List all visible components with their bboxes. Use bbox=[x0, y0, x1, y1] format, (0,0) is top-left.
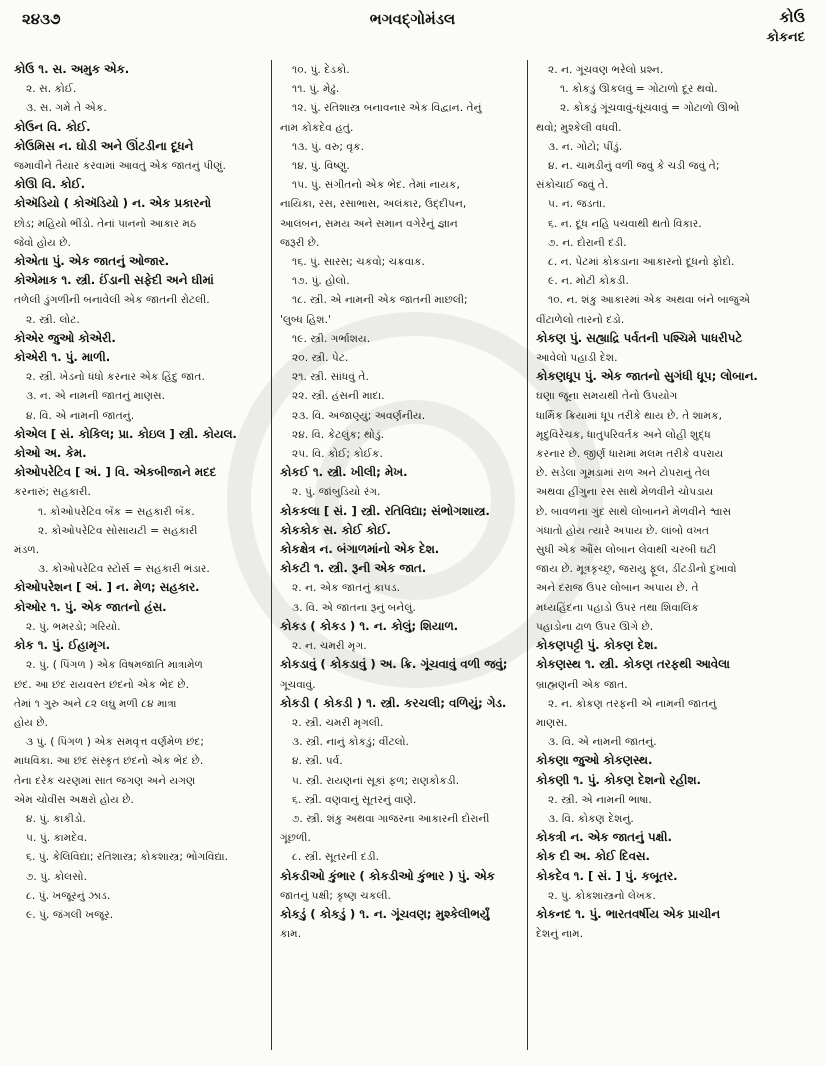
entry-line: ૨. કોઓપરેટિવ સોસાયટી = સહકારી bbox=[38, 523, 198, 537]
entry-line: જરૂરી છે. bbox=[280, 235, 320, 249]
entry-headword-line: કોકકોક સ. કોઈ કોઈ. bbox=[280, 522, 391, 537]
entry-headword-line: કોકત્રી ન. એક જાતનું પક્ષી. bbox=[536, 830, 672, 845]
entry-line: ૩. વિ. કોકણ દેશનું. bbox=[548, 811, 634, 825]
entry-line: સંકોચાઈ જવું તે. bbox=[536, 178, 609, 192]
entry-line: કરનારું; સહકારી. bbox=[14, 485, 91, 499]
guide-word-first: કોઉ bbox=[779, 8, 805, 26]
entry-line: ૧. કોકડું ઊકલવું = ગોટાળો દૂર થવો. bbox=[560, 82, 718, 96]
entry-line: ૫. પું. કામદેવ. bbox=[26, 831, 88, 845]
entry-line: ૨. સ્ત્રી. ખેડનો ધંધો કરનાર એક હિંદુ જાત. bbox=[26, 370, 205, 384]
entry-line: છોડ; મહિયો ભીંડો. તેનાં પાનનો આકાર મઠ bbox=[14, 216, 197, 230]
entry-line: ૨. કોકડું ગૂંચવાવું-ઘૂંચવાવું = ગોટાળો ઊભો bbox=[560, 101, 740, 115]
entry-line: ૨. ન. કોકણ તરફની એ નામની જાતનું bbox=[548, 696, 717, 710]
entry-line: ૧૪. પું. વિષ્ણુ. bbox=[292, 159, 350, 173]
entry-line: ૧૧. પું. મેઢું. bbox=[292, 82, 340, 96]
entry-line: પહાડોના ઢાળ ઉપર ઊગે છે. bbox=[536, 619, 654, 633]
entry-line: ૫. ન. જડતા. bbox=[548, 197, 606, 211]
entry-line: ૩ પું. ( પિંગળ ) એક સમવૃત્ત વર્ણમેળ છંદ; bbox=[26, 735, 205, 749]
entry-headword-line: કોકનદ ૧. પું. ભારતવર્ષીય એક પ્રાચીન bbox=[536, 906, 721, 921]
entry-headword-line: કોઓર ૧. પું. એક જાતનો હંસ. bbox=[14, 599, 167, 614]
entry-line: કામ. bbox=[280, 927, 302, 941]
entry-line: ૨. સ્ત્રી. ચમરી મૃગલી. bbox=[292, 715, 384, 729]
entry-headword-line: કોઓ અ. કેમ. bbox=[14, 446, 87, 461]
entry-headword-line: કોઊ વિ. કોઈ. bbox=[14, 177, 86, 192]
guide-word-last: કોકનદ bbox=[766, 30, 805, 45]
entry-headword-line: કોકડું ( કોકડું ) ૧. ન. ગૂંચવણ; મુશ્કેલીભર્યું bbox=[280, 906, 490, 921]
entry-line: ૨૨. સ્ત્રી. હંસની માદા. bbox=[292, 389, 385, 403]
column-divider bbox=[527, 60, 528, 1050]
entry-line: ૪. પું. કાકીડો. bbox=[26, 811, 86, 825]
entry-line: ૩. ન. એ નામની જાતનું માણસ. bbox=[26, 389, 166, 403]
entry-line: અથવા હીંગુના રસ સાથે મેળવીને ચોપડાય bbox=[536, 485, 714, 499]
entry-line: ૨૫. વિ. કોઈ; કોઈક. bbox=[292, 447, 383, 461]
entry-line: ૨૦. સ્ત્રી. પેટ. bbox=[292, 351, 349, 365]
entry-line: નાયિકા, રસ, રસાભાસ, અલંકાર, ઉદ્દીપન, bbox=[280, 197, 467, 211]
entry-line: ૬. ન. દૂધ નહિ પચવાથી થતો વિકાર. bbox=[548, 216, 702, 230]
entry-line: કરનાર છે. જીર્ણ ધારામાં મલમ તરીકે વપરાય bbox=[536, 447, 724, 461]
entry-headword-line: કોકકલા [ સં. ] સ્ત્રી. રતિવિદ્યા; સંભોગશાસ્ત્ર. bbox=[280, 503, 490, 518]
entry-line: નામ કોકદેવ હતું. bbox=[280, 120, 354, 134]
book-title: ભગવદ્ગોમંડલ bbox=[369, 10, 456, 28]
entry-line: ૪. વિ. એ નામની જાતનું. bbox=[26, 408, 135, 422]
entry-line: બ્રાહ્મણની એક જાત. bbox=[536, 677, 628, 691]
entry-line: જાય છે. મૂત્રકૃચ્છ્ર, જરાયુ ફૂલ, ડીંટડીનો દુખાવો bbox=[536, 562, 737, 576]
entry-line: ૨. પું. ભમરડો; ગરિયો. bbox=[26, 619, 121, 633]
entry-line: ૨. પું. જાંબુડિયો રંગ. bbox=[292, 485, 381, 499]
entry-line: આવેલો પહાડી દેશ. bbox=[536, 351, 618, 365]
entry-line: ૨૧. સ્ત્રી. સાંધવું તે. bbox=[292, 370, 369, 384]
entry-line: ૨. ન. એક જાતનું કાપડ. bbox=[292, 581, 401, 595]
entry-line: ૩. સ્ત્રી. નાનું કોકડું; વીંટલો. bbox=[292, 735, 409, 749]
entry-line: ૧૦. ન. શંકુ આકારમાં એક અથવા બંને બાજુએ bbox=[548, 293, 751, 307]
entry-line: ૩. કોઓપરેટિવ સ્ટોર્સ = સહકારી ભંડાર. bbox=[38, 562, 210, 576]
entry-line: ૧૮. સ્ત્રી. એ નામની એક જાતની માછલી; bbox=[292, 293, 468, 307]
entry-headword-line: કોક દી અ. કોઈ દિવસ. bbox=[536, 849, 650, 864]
entry-line: ૨. સ્ત્રી. લોટ. bbox=[26, 312, 80, 326]
dictionary-column-middle bbox=[280, 60, 518, 1056]
entry-line: મધ્યહિંદના પહાડો ઉપર તથા શિવાલિક bbox=[536, 600, 699, 614]
entry-line: ગંધાતો હોય ત્યારે અપાય છે. લાંબો વખત bbox=[536, 523, 710, 537]
entry-line: સુધી એક ઔંસ લોબાન લેવાથી ચરબી ઘટી bbox=[536, 543, 717, 557]
entry-line: 'લુબ્ધ હિશ.' bbox=[280, 312, 331, 326]
entry-headword-line: કોએર જુઓ કોએરી. bbox=[14, 330, 116, 345]
entry-line: તેના દરેક ચરણમાં સાત જગણ અને યગણ bbox=[14, 773, 196, 787]
entry-line: છે. સડેલા ગૂમડામાં રાળ અને ટોપરાનું તેલ bbox=[536, 466, 711, 480]
entry-line: ૮. સ્ત્રી. સૂતરની દડી. bbox=[292, 850, 380, 864]
entry-headword-line: કોઉમિસ ન. ઘોડી અને ઊંટડીના દૂધને bbox=[14, 138, 194, 153]
entry-line: ૨. ન. ચમરી મૃગ. bbox=[292, 639, 367, 653]
dictionary-column-right bbox=[536, 60, 808, 1056]
entry-headword-line: કોક ૧. પું. ઈહામૃગ. bbox=[14, 638, 111, 653]
entry-headword-line: કોકણપટ્ટી પું. કોકણ દેશ. bbox=[536, 638, 658, 653]
entry-headword-line: કોએતા પું. એક જાતનું ઓજાર. bbox=[14, 254, 170, 269]
entry-line: ૨. પું. કોકશાસ્ત્રનો લેખક. bbox=[548, 888, 656, 902]
entry-line: માધવિકા. આ છંદ સંસ્કૃત છંદનો એક ભેદ છે. bbox=[14, 754, 204, 768]
entry-line: ૭. સ્ત્રી. શંકુ અથવા ગાજરના આકારની દોરાની bbox=[292, 811, 490, 825]
entry-line: ૭. પું. કોલસો. bbox=[26, 869, 87, 883]
entry-headword-line: કોઉન વિ. કોઈ. bbox=[14, 119, 91, 134]
entry-line: ૧૭. પું. હોલો. bbox=[292, 274, 350, 288]
entry-line: ૨. સ. કોઈ. bbox=[26, 82, 77, 96]
entry-line: ઘણા જૂના સમયથી તેનો ઉપયોગ bbox=[536, 389, 678, 403]
entry-line: ગૂંછળી. bbox=[280, 831, 311, 845]
entry-line: થવો; મુશ્કેલી વધવી. bbox=[536, 120, 622, 134]
entry-line: ૧૬. પું. સારસ; ચકવો; ચક્રવાક. bbox=[292, 255, 425, 269]
entry-line: જાતનું પક્ષી; કૃષ્ણ ચકલી. bbox=[280, 888, 391, 902]
entry-line: એમ ચોવીસ અક્ષરો હોય છે. bbox=[14, 792, 134, 806]
entry-line: ૨. પું. ( પિંગળ ) એક વિષમજાતિ માત્રામેળ bbox=[26, 658, 203, 672]
entry-headword-line: કોઓપરેટિવ [ અં. ] વિ. એકબીજાને મદદ bbox=[14, 465, 217, 480]
entry-line: ૩. વિ. એ જાતના રૂનું બનેલું. bbox=[292, 600, 416, 614]
entry-line: ૧૦. પું. દેડકો. bbox=[292, 63, 350, 76]
entry-line: ૯. ન. મોટી કોકડી. bbox=[548, 274, 629, 288]
entry-line: તેમાં ૧ ગુરુ અને ૮૨ લઘુ મળી ૮૪ માત્રા bbox=[14, 696, 177, 710]
entry-headword-line: કોકણસ્થ ૧. સ્ત્રી. કોકણ તરફથી આવેલા bbox=[536, 657, 730, 672]
entry-headword-line: કોકઈ ૧. સ્ત્રી. ખીલી; મેખ. bbox=[280, 465, 408, 480]
entry-line: ૧૯. સ્ત્રી. ગર્ભાશય. bbox=[292, 331, 371, 345]
page-number: ૨૪૩૭ bbox=[22, 10, 61, 28]
entry-headword-line: કોકટી ૧. સ્ત્રી. રૂની એક જાત. bbox=[280, 561, 427, 576]
entry-line: મૃદુવિરેચક, ધાતુપરિવર્તક અને લોહી શુદ્ધ bbox=[536, 427, 711, 441]
entry-headword-line: કોકડી ( કોકડી ) ૧. સ્ત્રી. કરચલી; વળિયું; ગેડ. bbox=[280, 695, 507, 710]
entry-line: આલંબન, સમય અને સમાન વગેરેનું જ્ઞાન bbox=[280, 216, 458, 230]
entry-line: ૨૪. વિ. કેટલુંક; થોડું. bbox=[292, 427, 385, 441]
entry-line: ૪. સ્ત્રી. પર્વ. bbox=[292, 754, 343, 768]
entry-line: ૨. સ્ત્રી. એ નામની ભાષા. bbox=[548, 792, 652, 806]
entry-line: ૮. ન. પેટમાં કોકડાના આકારનો દૂધનો ફોદો. bbox=[548, 255, 735, 269]
page-header bbox=[0, 8, 825, 54]
entry-headword-line: કોકણધૂપ પું. એક જાતનો સુગંધી ધૂપ; લોબાન. bbox=[536, 369, 758, 384]
entry-headword-line: કોકક્ષેત્ર ન. બંગાળમાંનો એક દેશ. bbox=[280, 542, 440, 557]
entry-line: ૧૫. પું. સંગીતનો એક ભેદ. તેમાં નાયક, bbox=[292, 178, 460, 192]
entry-line: દેશનું નામ. bbox=[536, 927, 584, 941]
entry-headword-line: કોકડાવું ( કોકડાવું ) અ. ક્રિ. ગૂંચવાવું વળી જવું; bbox=[280, 657, 508, 672]
entry-line: ૨. ન. ગૂંચવણ ભરેલો પ્રશ્ન. bbox=[548, 63, 664, 76]
entry-line: માણસ. bbox=[536, 715, 568, 729]
entry-line: ૩. ન. ગોટો; પીંડું. bbox=[548, 139, 623, 153]
entry-headword-line: કોએમાક ૧. સ્ત્રી. ઈંડાની સફેદી અને ઘીમાં bbox=[14, 273, 214, 288]
entry-line: અને દરાજ ઉપર લોબાન અપાય છે. તે bbox=[536, 581, 699, 595]
entry-line: ૭. ન. દોરાની દડી. bbox=[548, 235, 627, 249]
entry-line: ૪. ન. ચામડીનું વળી જવું કે ચડી જવું તે; bbox=[548, 159, 720, 173]
entry-headword-line: કોકણા જુઓ કોકણસ્થ. bbox=[536, 753, 653, 768]
entry-line: હોય છે. bbox=[14, 715, 49, 729]
entry-line: છંદ. આ છંદ રાયવસ્ત છંદનો એક ભેદ છે. bbox=[14, 677, 190, 691]
entry-line: તળેલી ડુંગળીની બનાવેલી એક જાતની રોટલી. bbox=[14, 293, 210, 307]
entry-line: વીંટાળેલો તારનો દડો. bbox=[536, 312, 625, 326]
entry-headword-line: કોકણી ૧. પું. કોકણ દેશનો રહીશ. bbox=[536, 772, 701, 787]
dictionary-column-left bbox=[14, 60, 262, 1056]
entry-line: ૧૨. પું. રતિશાસ્ત્ર બનાવનાર એક વિદ્વાન. તેનું bbox=[292, 101, 482, 115]
entry-line: જમાવીને તૈયાર કરવામાં આવતું એક જાતનું પીણું. bbox=[14, 159, 226, 173]
entry-line: ૩. વિ. એ નામની જાતનું. bbox=[548, 735, 657, 749]
entry-line: ધાર્મિક ક્રિયામાં ધૂપ તરીકે થાય છે. તે શામક, bbox=[536, 408, 723, 422]
entry-headword-line: કોકદેવ ૧. [ સં. ] પું. કબૂતર. bbox=[536, 868, 678, 883]
entry-line: મંડળ. bbox=[14, 543, 40, 557]
entry-headword-line: કોકણ પું. સહ્યાદ્રિ પર્વતની પશ્ચિમે પાધરીપટે bbox=[536, 330, 743, 345]
entry-line: ૬. સ્ત્રી. વણવાનું સૂતરનું વાણે. bbox=[292, 792, 417, 806]
column-divider bbox=[271, 60, 272, 1050]
entry-line: ગૂચવાવું. bbox=[280, 677, 316, 691]
entry-headword-line: કોઓપરેશન [ અં. ] ન. મેળ; સહકાર. bbox=[14, 580, 200, 595]
entry-line: ૩. સ. ગમે તે એક. bbox=[26, 101, 107, 115]
entry-headword-line: કોઉ ૧. સ. અમુક એક. bbox=[14, 62, 130, 76]
entry-headword-line: કોઍડિયો ( કોઍડિયો ) ન. એક પ્રકારનો bbox=[14, 196, 212, 211]
entry-line: જેવો હોય છે. bbox=[14, 235, 71, 249]
entry-line: ૮. પું. ખજૂરનું ઝાડ. bbox=[26, 888, 111, 902]
entry-headword-line: કોકડીઓ કુંભાર ( કોકડીઓ કુંભાર ) પું. એક bbox=[280, 868, 495, 883]
entry-line: ૨૩. વિ. અજાણ્યું; અવર્ણનીય. bbox=[292, 408, 426, 422]
entry-headword-line: કોકડ ( કોકડ ) ૧. ન. કોલું; શિયાળ. bbox=[280, 618, 459, 633]
entry-line: ૧. કોઓપરેટિવ બૅંક = સહકારી બૅંક. bbox=[38, 504, 195, 518]
entry-line: ૫. સ્ત્રી. રાયણનાં સૂકાં ફળ; રાણકોકડી. bbox=[292, 773, 460, 787]
entry-line: ૬. પું. કેલિવિદ્યા; રતિશાસ્ત્ર; કોકશાસ્ત્ર; ભોગવિદ્યા. bbox=[26, 850, 229, 864]
entry-headword-line: કોએરી ૧. પું. માળી. bbox=[14, 350, 111, 365]
entry-line: ૧૩. પું. વરુ; વૃક. bbox=[292, 139, 364, 153]
entry-line: ૯. પું. જંગલી ખજૂર. bbox=[26, 907, 114, 921]
entry-line: છે. બાવળના ગુંદ સાથે લોબાનને મેળવીને શ્વાસ bbox=[536, 504, 732, 518]
entry-headword-line: કોએલ [ સં. કોકિલ; પ્રા. કોઇલ ] સ્ત્રી. કોયલ. bbox=[14, 426, 237, 441]
